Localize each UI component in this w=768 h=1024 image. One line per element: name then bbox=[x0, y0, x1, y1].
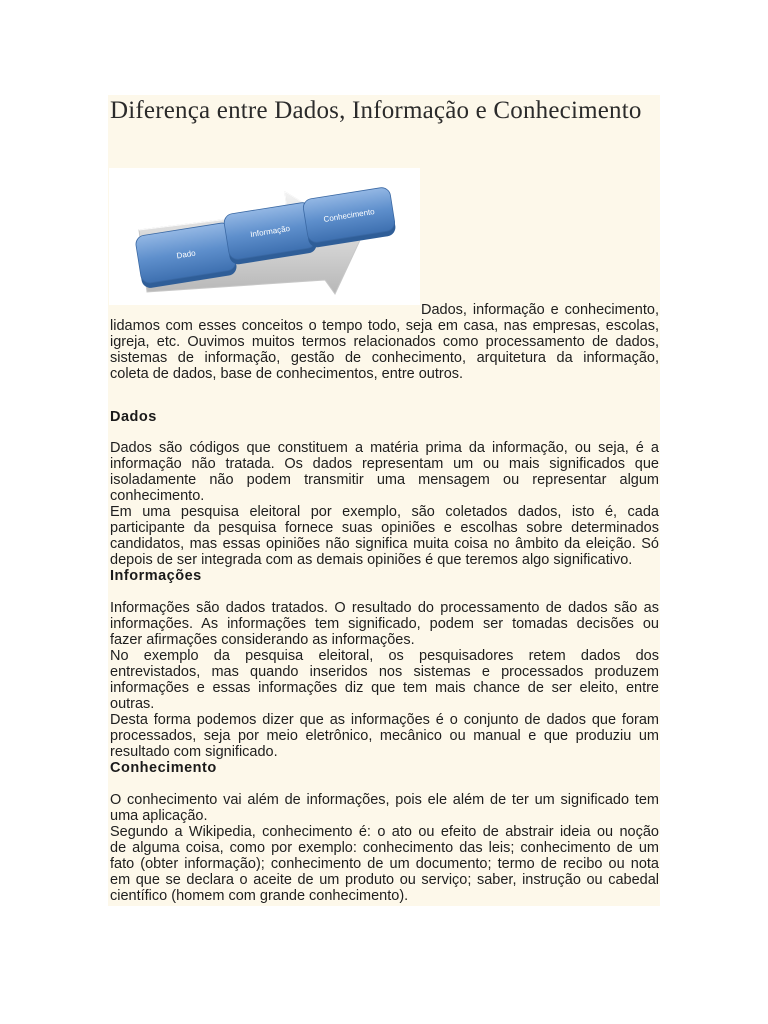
intro-first-line: Dados, informação e conhecimento, bbox=[421, 302, 659, 318]
step-label-informacao: Informação bbox=[249, 223, 291, 240]
process-diagram bbox=[109, 168, 420, 305]
step-label-conhecimento: Conhecimento bbox=[322, 207, 376, 224]
section-body-informacoes bbox=[110, 600, 659, 760]
text-line: lidamos com esses conceitos o tempo todo, seja em casa, nas empresas, escolas, bbox=[110, 318, 659, 334]
text-line: coleta de dados, base de conhecimentos, entre outros. bbox=[110, 366, 464, 382]
text-line: uma aplicação. bbox=[110, 808, 208, 824]
text-line: de alguma coisa, como por exemplo: conhecimento das leis; conhecimento de um bbox=[110, 840, 659, 856]
text-line: No exemplo da pesquisa eleitoral, os pesquisadores retem dados dos bbox=[110, 648, 659, 664]
process-diagram-image bbox=[109, 168, 420, 305]
step-box-conhecimento bbox=[302, 186, 397, 248]
text-line: Dados são códigos que constituem a matéria prima da informação, ou seja, é a bbox=[110, 440, 659, 456]
text-line: Segundo a Wikipedia, conhecimento é: o ato ou efeito de abstrair ideia ou noção bbox=[110, 824, 659, 840]
text-line: processados, seja por meio eletrônico, mecânico ou manual e que produziu um bbox=[110, 728, 659, 744]
paragraph bbox=[110, 440, 659, 504]
text-line: Em uma pesquisa eleitoral por exemplo, são coletados dados, isto é, cada bbox=[110, 504, 659, 520]
text-line: informações e essas informações diz que tem mais chance de ser eleito, entre bbox=[110, 680, 659, 696]
section-heading-informacoes: Informações bbox=[110, 568, 202, 584]
text-line: fazer afirmações considerando as informações. bbox=[110, 632, 415, 648]
paragraph bbox=[110, 824, 659, 904]
paragraph bbox=[110, 504, 659, 568]
text-line: O conhecimento vai além de informações, pois ele além de ter um significado tem bbox=[110, 792, 659, 808]
paragraph bbox=[110, 648, 659, 712]
step-label-dado: Dado bbox=[175, 248, 197, 261]
section-heading-conhecimento: Conhecimento bbox=[110, 760, 217, 776]
text-line: Desta forma podemos dizer que as informações é o conjunto de dados que foram bbox=[110, 712, 659, 728]
paragraph bbox=[110, 792, 659, 824]
text-line: sistemas de informação, gestão de conhecimento, arquitetura da informação, bbox=[110, 350, 659, 366]
text-line: resultado com significado. bbox=[110, 744, 278, 760]
text-line: informações. As informações tem significado, podem ser tomadas decisões ou bbox=[110, 616, 659, 632]
page-title: Diferença entre Dados, Informação e Conhecimento bbox=[110, 97, 642, 124]
text-line: participante da pesquisa fornece suas opiniões e escolhas sobre determinados bbox=[110, 520, 659, 536]
text-line: candidatos, mas essas opiniões não significa muita coisa no âmbito da eleição. Só bbox=[110, 536, 659, 552]
text-line: informação não tratada. Os dados representam um ou mais significados que bbox=[110, 456, 659, 472]
text-line: fato (obter informação); conhecimento de um documento; termo de recibo ou nota bbox=[110, 856, 659, 872]
section-body-dados bbox=[110, 440, 659, 568]
text-line: outras. bbox=[110, 696, 155, 712]
paragraph bbox=[110, 600, 659, 648]
text-line: conhecimento. bbox=[110, 488, 205, 504]
text-line: científico (homem com grande conhecimento). bbox=[110, 888, 409, 904]
section-body-conhecimento bbox=[110, 792, 659, 904]
text-line: isoladamente não podem transmitir uma mensagem ou representar algum bbox=[110, 472, 659, 488]
text-line: Informações são dados tratados. O resultado do processamento de dados são as bbox=[110, 600, 659, 616]
text-line: em que se declara o aceite de um produto ou serviço; saber, instrução ou cabedal bbox=[110, 872, 659, 888]
text-line: depois de ser integrada com as demais opiniões é que teremos algo significativo. bbox=[110, 552, 633, 568]
paragraph bbox=[110, 712, 659, 760]
intro-paragraph bbox=[110, 318, 659, 382]
text-line: entrevistados, mas quando inseridos nos sistemas e processados produzem bbox=[110, 664, 659, 680]
section-heading-dados: Dados bbox=[110, 409, 157, 425]
text-line: igreja, etc. Ouvimos muitos termos relacionados como processamento de dados, bbox=[110, 334, 659, 350]
